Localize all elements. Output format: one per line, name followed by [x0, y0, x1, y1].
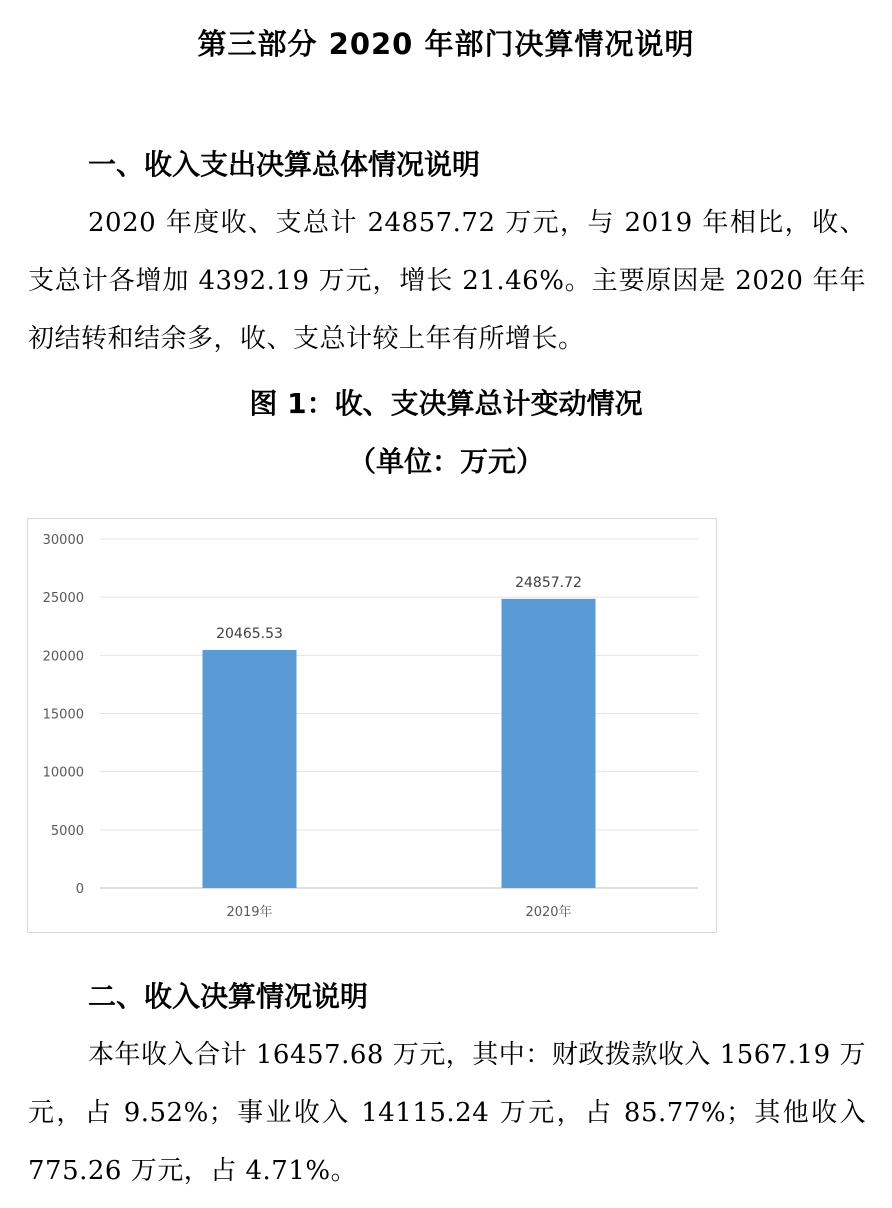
- page-title: 第三部分 2020 年部门决算情况说明: [197, 27, 695, 61]
- bar-chart-container: [27, 518, 717, 933]
- paragraph-income-expense-summary: 2020 年度收、支总计 24857.72 万元，与 2019 年相比，收、支总计各增加 4392.19 万元，增长 21.46%。主要原因是 2020 年年初结转和结余多，收、支总计较上年有所增长。: [28, 208, 866, 354]
- y-tick-label: 0: [75, 882, 84, 897]
- figure-unit: （单位：万元）: [347, 445, 544, 478]
- y-tick-label: 5000: [50, 823, 84, 839]
- x-tick-label: 2019年: [226, 905, 273, 920]
- y-tick-label: 30000: [42, 533, 84, 548]
- y-tick-label: 10000: [42, 765, 84, 781]
- section-heading-income-expense: 一、收入支出决算总体情况说明: [88, 148, 481, 181]
- y-tick-label: 20000: [42, 649, 84, 665]
- y-tick-label: 15000: [42, 707, 84, 723]
- paragraph-income-detail: 本年收入合计 16457.68 万元，其中：财政拨款收入 1567.19 万元，占 9.52%；事业收入 14115.24 万元，占 85.77%；其他收入 775.26 万元，占 4.71%。: [28, 1040, 866, 1186]
- bar: [502, 599, 596, 888]
- figure-caption: 图 1：收、支决算总计变动情况: [249, 387, 643, 420]
- bar-value-label: 20465.53: [216, 625, 283, 642]
- y-tick-label: 25000: [42, 591, 84, 607]
- bar-chart: [28, 519, 716, 932]
- x-tick-label: 2020年: [525, 905, 572, 920]
- bar-value-label: 24857.72: [515, 574, 582, 591]
- section-heading-income: 二、收入决算情况说明: [88, 980, 369, 1013]
- bar: [203, 650, 297, 888]
